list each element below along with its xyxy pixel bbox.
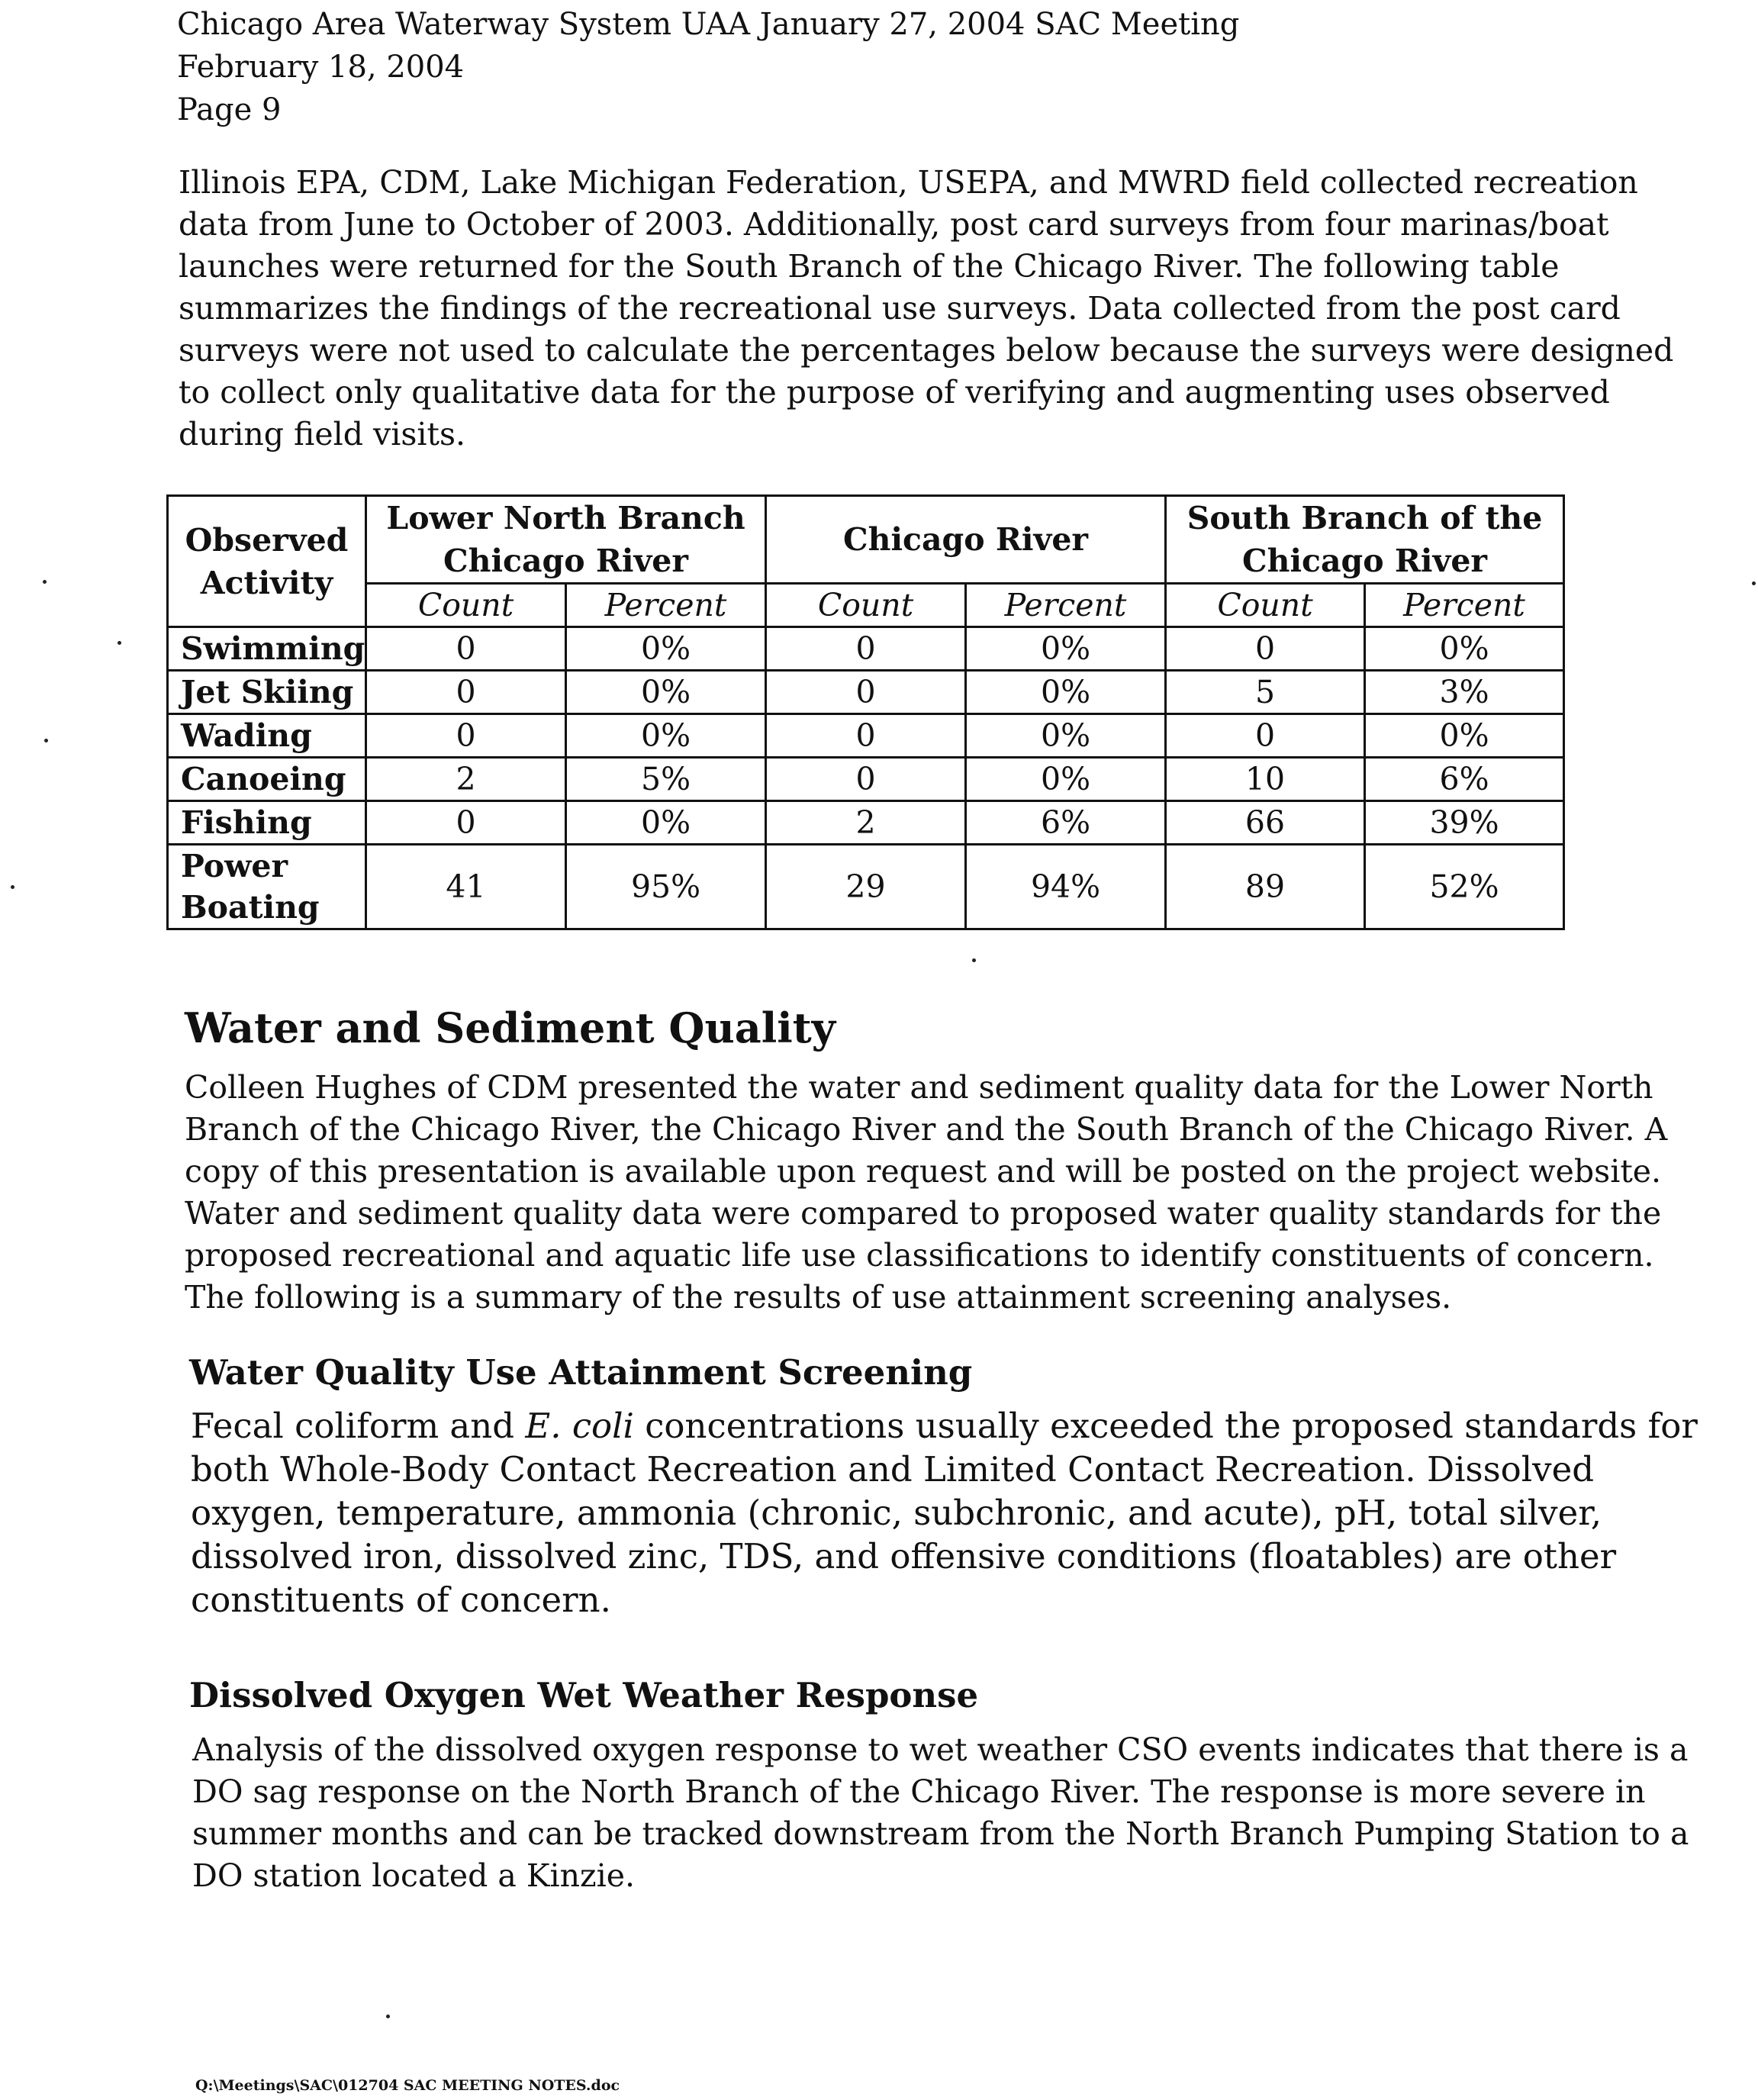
text-line: data from June to October of 2003. Additionally, post card surveys from four marinas/boat bbox=[179, 206, 1609, 243]
table-cell: 0% bbox=[1365, 627, 1564, 671]
table-cell: 0 bbox=[766, 627, 966, 671]
table-cell: 66 bbox=[1166, 801, 1365, 845]
count-header: Count bbox=[366, 584, 566, 627]
text-line bbox=[191, 1404, 1698, 1448]
header-title: Chicago Area Waterway System UAA January 27, 2004 SAC Meeting bbox=[177, 7, 1240, 42]
table-cell: 2 bbox=[766, 801, 966, 845]
table-row bbox=[168, 671, 1564, 714]
percent-header: Percent bbox=[566, 584, 766, 627]
text-line: The following is a summary of the results of use attainment screening analyses. bbox=[185, 1279, 1452, 1316]
table-cell: 0% bbox=[566, 671, 766, 714]
table-cell: 0 bbox=[1166, 627, 1365, 671]
percent-header: Percent bbox=[1365, 584, 1564, 627]
table-cell: 0% bbox=[566, 714, 766, 758]
table-cell: 0 bbox=[366, 627, 566, 671]
text-line: summarizes the findings of the recreational use surveys. Data collected from the post card bbox=[179, 290, 1621, 327]
table-cell: 0% bbox=[966, 758, 1166, 801]
table-cell: 52% bbox=[1365, 845, 1564, 929]
table-cell: 89 bbox=[1166, 845, 1365, 929]
text-line: Analysis of the dissolved oxygen response to wet weather CSO events indicates that there is a bbox=[192, 1731, 1689, 1768]
observed-activity-header: Observed Activity bbox=[168, 496, 366, 627]
activity-cell: Fishing bbox=[168, 801, 366, 845]
recreation-survey-table bbox=[166, 494, 1565, 930]
activity-cell: Power Boating bbox=[168, 845, 366, 929]
scan-speck bbox=[44, 739, 48, 742]
percent-header: Percent bbox=[966, 584, 1166, 627]
text-line: DO station located a Kinzie. bbox=[192, 1857, 636, 1894]
count-header: Count bbox=[1166, 584, 1365, 627]
table-row bbox=[168, 845, 1564, 929]
scan-speck bbox=[972, 958, 976, 962]
table-cell: 5 bbox=[1166, 671, 1365, 714]
text-line: during field visits. bbox=[179, 416, 466, 453]
table-cell: 0 bbox=[366, 671, 566, 714]
text-line: Branch of the Chicago River, the Chicago River and the South Branch of the Chicago River. A bbox=[185, 1111, 1668, 1148]
text-line: dissolved iron, dissolved zinc, TDS, and offensive conditions (floatables) are other bbox=[191, 1536, 1617, 1577]
header-date: February 18, 2004 bbox=[177, 50, 465, 85]
table-cell: 39% bbox=[1365, 801, 1564, 845]
activity-cell: Wading bbox=[168, 714, 366, 758]
table-cell: 2 bbox=[366, 758, 566, 801]
table-cell: 0% bbox=[1365, 714, 1564, 758]
text-line: launches were returned for the South Branch of the Chicago River. The following table bbox=[179, 248, 1560, 285]
scan-speck bbox=[11, 885, 14, 889]
text-line: to collect only qualitative data for the purpose of verifying and augmenting uses observed bbox=[179, 374, 1610, 411]
table-cell: 10 bbox=[1166, 758, 1365, 801]
page-header bbox=[177, 3, 1239, 131]
text-line: surveys were not used to calculate the percentages below because the surveys were designed bbox=[179, 332, 1674, 369]
table-row bbox=[168, 801, 1564, 845]
table-cell: 0% bbox=[566, 627, 766, 671]
activity-cell: Jet Skiing bbox=[168, 671, 366, 714]
table-cell: 41 bbox=[366, 845, 566, 929]
table-cell: 0% bbox=[566, 801, 766, 845]
dissolved-oxygen-paragraph bbox=[192, 1729, 1689, 1897]
table-cell: 6% bbox=[966, 801, 1166, 845]
intro-paragraph bbox=[179, 162, 1673, 456]
table-cell: 0 bbox=[766, 758, 966, 801]
table-cell: 0 bbox=[766, 714, 966, 758]
text-line: both Whole-Body Contact Recreation and Limited Contact Recreation. Dissolved bbox=[191, 1449, 1595, 1490]
footer-file-path: Q:\Meetings\SAC\012704 SAC MEETING NOTES.doc bbox=[195, 2077, 620, 2094]
table-row bbox=[168, 627, 1564, 671]
table-cell: 0 bbox=[366, 801, 566, 845]
table-cell: 3% bbox=[1365, 671, 1564, 714]
group-header-chicago-river: Chicago River bbox=[766, 496, 1166, 584]
scan-speck bbox=[386, 2015, 390, 2018]
text-line: Colleen Hughes of CDM presented the water and sediment quality data for the Lower North bbox=[185, 1069, 1653, 1106]
group-header-south-branch: South Branch of the Chicago River bbox=[1166, 496, 1564, 584]
activity-cell: Swimming bbox=[168, 627, 366, 671]
table-cell: 0% bbox=[966, 714, 1166, 758]
header-page-number: Page 9 bbox=[177, 92, 282, 127]
table-cell: 0 bbox=[1166, 714, 1365, 758]
table-cell: 6% bbox=[1365, 758, 1564, 801]
text-line: summer months and can be tracked downstream from the North Branch Pumping Station to a bbox=[192, 1815, 1689, 1852]
scan-speck bbox=[1752, 581, 1756, 585]
scan-speck bbox=[43, 580, 47, 584]
table-cell: 0 bbox=[366, 714, 566, 758]
table-cell: 94% bbox=[966, 845, 1166, 929]
text-run: Fecal coliform and bbox=[191, 1406, 526, 1446]
text-line: constituents of concern. bbox=[191, 1580, 611, 1620]
table-cell: 0% bbox=[966, 627, 1166, 671]
text-line: DO sag response on the North Branch of the Chicago River. The response is more severe in bbox=[192, 1773, 1646, 1810]
text-run: concentrations usually exceeded the proposed standards for bbox=[633, 1406, 1698, 1446]
text-line: Water and sediment quality data were compared to proposed water quality standards for the bbox=[185, 1195, 1662, 1232]
table-cell: 95% bbox=[566, 845, 766, 929]
water-sediment-paragraph bbox=[185, 1067, 1667, 1319]
section-heading-wq-use-attainment: Water Quality Use Attainment Screening bbox=[189, 1352, 973, 1393]
group-header-lower-north-branch: Lower North Branch Chicago River bbox=[366, 496, 766, 584]
italic-term: E. coli bbox=[525, 1406, 634, 1446]
table-cell: 0 bbox=[766, 671, 966, 714]
scan-speck bbox=[118, 641, 121, 645]
text-line: proposed recreational and aquatic life use classifications to identify constituents of concern. bbox=[185, 1237, 1654, 1274]
table-cell: 0% bbox=[966, 671, 1166, 714]
text-line: copy of this presentation is available upon request and will be posted on the project website. bbox=[185, 1153, 1662, 1190]
table-cell: 29 bbox=[766, 845, 966, 929]
table-row bbox=[168, 714, 1564, 758]
table-cell: 5% bbox=[566, 758, 766, 801]
text-line: Illinois EPA, CDM, Lake Michigan Federation, USEPA, and MWRD field collected recreation bbox=[179, 164, 1638, 201]
count-header: Count bbox=[766, 584, 966, 627]
table-row bbox=[168, 758, 1564, 801]
wq-use-attainment-paragraph bbox=[191, 1404, 1698, 1622]
activity-cell: Canoeing bbox=[168, 758, 366, 801]
section-heading-dissolved-oxygen: Dissolved Oxygen Wet Weather Response bbox=[189, 1675, 979, 1715]
text-line: oxygen, temperature, ammonia (chronic, subchronic, and acute), pH, total silver, bbox=[191, 1493, 1602, 1533]
section-heading-water-sediment: Water and Sediment Quality bbox=[185, 1003, 836, 1052]
